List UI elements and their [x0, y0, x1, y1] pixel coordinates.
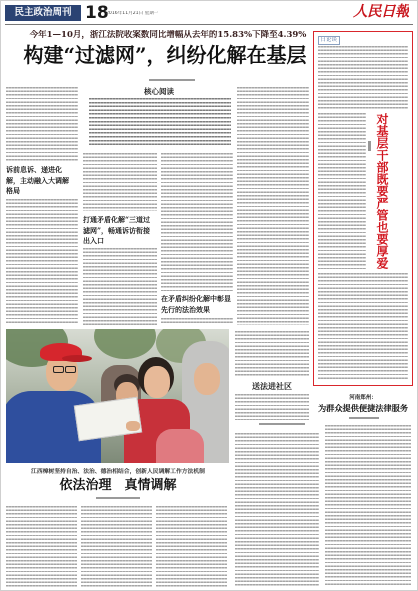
lead-subhead-1: 诉前息诉、递进化解，主动融入大调解格局 — [6, 165, 69, 195]
photo-caption-text — [235, 394, 309, 420]
body-text-column — [235, 331, 309, 377]
photo-tree — [94, 329, 156, 359]
photo-glasses — [53, 366, 64, 373]
photo-person-pink-coat — [156, 429, 204, 463]
lead-subhead-3: 在矛盾纠纷化解中彰显先行的法治效果 — [161, 294, 231, 314]
photo-hand — [126, 421, 140, 431]
lead-headline: 构建“过滤网”，纠纷化解在基层 — [23, 43, 307, 67]
commentary-text — [318, 46, 408, 110]
commentary-column-tag: 日论谈 — [318, 36, 340, 45]
body-text-column — [6, 506, 77, 587]
commentary-text — [318, 113, 366, 269]
photo-credit — [259, 423, 305, 425]
body-text-column — [156, 506, 227, 587]
newspaper-logo: 人民日報 — [353, 3, 409, 20]
section-name: 民主政治周刊 — [5, 5, 81, 21]
photo-caption-title: 送法进社区 — [252, 381, 292, 391]
core-reading-label: 核心阅读 — [144, 87, 174, 96]
jiangxi-headline: 依法治理 真情调解 — [59, 478, 177, 493]
photo-cap-brim — [62, 355, 92, 362]
lead-byline — [149, 79, 195, 81]
page-number: 18 — [85, 3, 109, 23]
photo-community-legal-service — [6, 329, 229, 463]
photo-face — [144, 366, 170, 398]
body-text-column — [235, 433, 319, 587]
henan-headline: 为群众提供便捷法律服务 — [317, 403, 409, 413]
jiangxi-kicker: 江西樟树坚持自治、法治、德治相结合，创新人民调解工作方法机制 — [31, 469, 205, 475]
core-reading-text — [89, 98, 231, 146]
photo-glasses — [65, 366, 76, 373]
commentary-text — [318, 273, 408, 381]
body-text-column — [83, 248, 157, 325]
body-text-column — [83, 153, 157, 211]
body-text-column — [161, 318, 233, 325]
lead-kicker: 今年1—10月，浙江法院收案数同比增幅从去年的15.83%下降至4.39% — [29, 30, 307, 40]
body-text-column — [237, 87, 309, 325]
commentary-headline: 对基层干部既要严管也要厚爱 — [375, 113, 389, 269]
lead-subhead-2: 打通矛盾化解“三道过滤网”，畅通诉访衔接出入口 — [83, 215, 151, 245]
commentary-author — [368, 141, 371, 151]
issue-date: 2016年11月21日 星期一 — [106, 11, 159, 16]
photo-face — [194, 363, 220, 395]
henan-byline — [349, 417, 379, 419]
body-text-column — [6, 199, 78, 325]
body-text-column — [6, 87, 78, 161]
jiangxi-byline — [96, 497, 140, 499]
henan-kicker: 河南郑州： — [349, 395, 377, 401]
body-text-column — [325, 425, 411, 587]
header-rule — [5, 24, 413, 25]
body-text-column — [161, 153, 233, 291]
body-text-column — [81, 506, 152, 587]
